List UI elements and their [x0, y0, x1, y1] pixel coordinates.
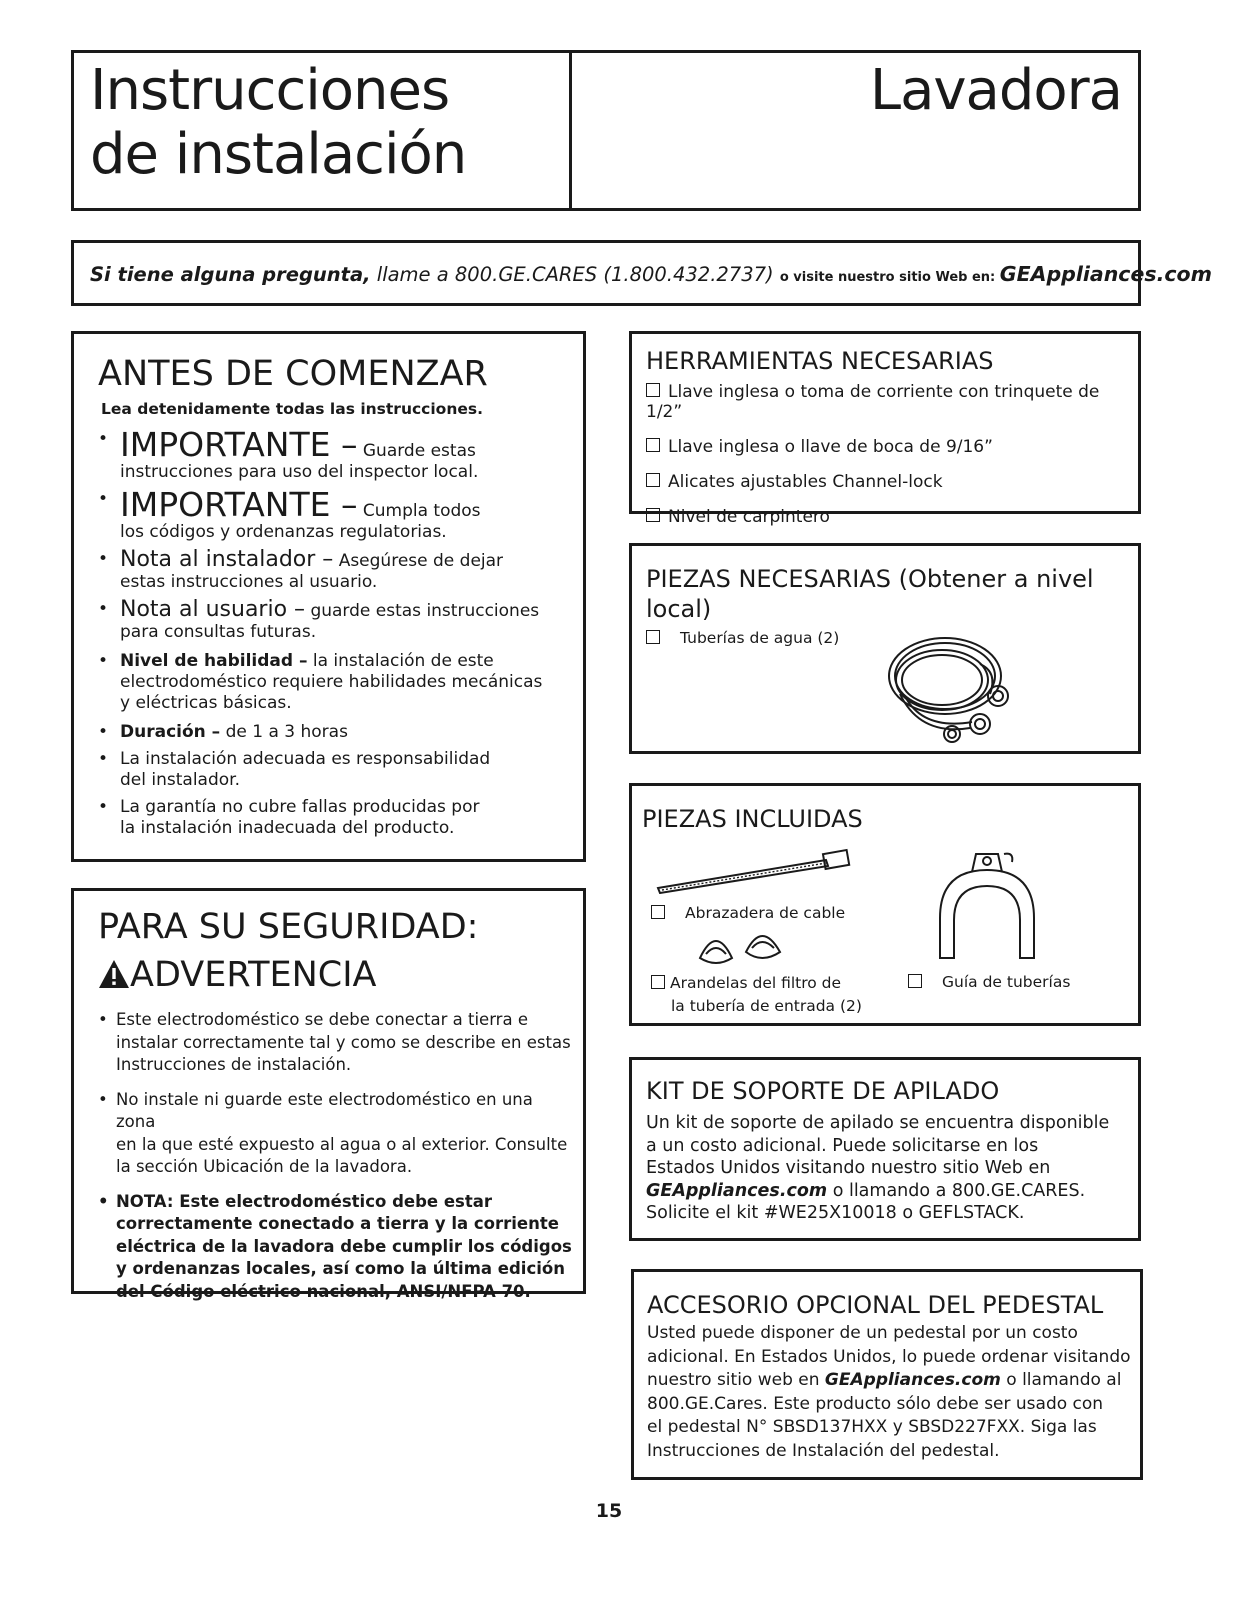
- product-name: Lavadora: [869, 58, 1122, 123]
- parts-included-title: PIEZAS INCLUIDAS: [642, 805, 863, 833]
- list-item: [98, 1089, 575, 1179]
- list-item: [98, 1009, 575, 1077]
- text-line: 800.GE.Cares. Este producto sólo debe ser usado con: [647, 1393, 1104, 1414]
- checkbox-icon: [646, 630, 660, 644]
- item-text: instrucciones para uso del inspector local.: [120, 462, 479, 482]
- header-divider: [569, 53, 572, 208]
- before-you-begin-box: [71, 331, 586, 862]
- item-text: de 1 a 3 horas: [220, 722, 348, 742]
- contact-visit: o visite nuestro sitio Web en:: [779, 270, 1000, 285]
- text-line: o llamando a 800.GE.CARES.: [827, 1180, 1086, 1201]
- tool-item: [646, 507, 1132, 527]
- item-text: Nivel de carpintero: [668, 507, 830, 527]
- text-line: o llamando al: [1000, 1370, 1122, 1390]
- item-text: para consultas futuras.: [120, 622, 317, 642]
- cable-tie-icon: [654, 848, 854, 894]
- header-box: [71, 50, 1141, 211]
- checkbox-icon: [646, 473, 660, 487]
- checkbox-icon: [908, 974, 922, 988]
- tools-title: HERRAMIENTAS NECESARIAS: [646, 347, 994, 375]
- item-text: Llave inglesa o llave de boca de 9/16”: [668, 437, 993, 457]
- checkbox-icon: [651, 975, 665, 989]
- item-text: del Código eléctrico nacional, ANSI/NFPA 70.: [116, 1281, 531, 1301]
- checkbox-icon: [646, 508, 660, 522]
- item-text: la instalación inadecuada del producto.: [120, 818, 455, 838]
- parts-included-box: [629, 783, 1141, 1026]
- water-hoses-icon: [880, 624, 1030, 749]
- tools-list: [646, 382, 1132, 527]
- item-text: Este electrodoméstico se debe conectar a tierra e: [116, 1010, 528, 1029]
- hose-guide-item: [908, 972, 1070, 992]
- warning-label: ADVERTENCIA: [130, 955, 377, 995]
- contact-question: Si tiene alguna pregunta,: [90, 263, 371, 286]
- important-label: IMPORTANTE –: [120, 425, 358, 464]
- contact-line: [90, 260, 1212, 292]
- contact-website[interactable]: GEAppliances.com: [999, 262, 1212, 286]
- text-line: Instrucciones de Instalación del pedestal.: [647, 1440, 1000, 1461]
- item-text: y ordenanzas locales, así como la última edición: [116, 1259, 565, 1278]
- list-item: [98, 749, 573, 791]
- item-text: La instalación adecuada es responsabilidad: [120, 749, 491, 769]
- warning-triangle-icon: [98, 959, 130, 989]
- tool-item: [646, 472, 1132, 492]
- item-text: No instale ni guarde este electrodoméstico en una zona: [116, 1089, 533, 1131]
- item-text: guarde estas instrucciones: [305, 601, 540, 621]
- warning-heading: [98, 955, 575, 995]
- title-line-2: de instalación: [90, 122, 467, 187]
- stacking-kit-title: KIT DE SOPORTE DE APILADO: [646, 1077, 1000, 1105]
- tool-item: [646, 437, 1132, 457]
- list-item: [98, 425, 573, 483]
- page-number: 15: [595, 1500, 623, 1522]
- item-text: Alicates ajustables Channel-lock: [668, 472, 943, 492]
- website-link[interactable]: GEAppliances.com: [646, 1180, 828, 1201]
- item-text: Llave inglesa o toma de corriente con trinquete de 1/2”: [646, 382, 1100, 422]
- document-title: [90, 59, 466, 187]
- checkbox-icon: [646, 438, 660, 452]
- item-text: Tuberías de agua (2): [680, 629, 840, 647]
- item-text: del instalador.: [120, 770, 240, 790]
- cable-tie-item: [651, 903, 845, 923]
- parts-needed-title-1: PIEZAS NECESARIAS (Obtener a nivel: [646, 565, 1094, 593]
- item-text: Asegúrese de dejar: [333, 551, 504, 571]
- list-item: [98, 1191, 575, 1304]
- parts-needed-title-2: local): [646, 595, 712, 623]
- text-line: Solicite el kit #WE25X10018 o GEFLSTACK.: [646, 1203, 1025, 1223]
- item-text: Guarde estas: [357, 441, 476, 461]
- note-label: Nota al instalador –: [120, 547, 334, 572]
- duration-label: Duración –: [120, 722, 221, 742]
- item-text: la instalación de este: [307, 651, 494, 671]
- pedestal-text: [647, 1322, 1136, 1463]
- safety-title: PARA SU SEGURIDAD:: [98, 907, 479, 947]
- list-item: [98, 651, 573, 714]
- pedestal-box: [631, 1269, 1143, 1480]
- safety-box: [71, 888, 586, 1301]
- list-item: [98, 599, 573, 643]
- list-item: [98, 485, 573, 543]
- text-line: Estados Unidos visitando nuestro sitio Web en: [646, 1158, 1051, 1178]
- item-text: eléctrica de la lavadora debe cumplir los códigos: [116, 1236, 572, 1256]
- list-item: [98, 549, 573, 593]
- list-item: [98, 797, 573, 839]
- filter-washers-item: [651, 972, 862, 1018]
- stacking-kit-box: [629, 1057, 1141, 1241]
- item-text: correctamente conectado a tierra y la corriente: [116, 1214, 559, 1233]
- text-line: nuestro sitio web en: [647, 1370, 825, 1390]
- item-text: estas instrucciones al usuario.: [120, 572, 378, 592]
- item-text: Cumpla todos: [357, 501, 481, 521]
- item-text: instalar correctamente tal y como se describe en estas: [116, 1032, 571, 1052]
- website-link[interactable]: GEAppliances.com: [824, 1370, 1001, 1390]
- tools-box: [629, 331, 1141, 527]
- title-line-1: Instrucciones: [90, 58, 450, 123]
- item-text: la tubería de entrada (2): [671, 997, 862, 1015]
- item-text: los códigos y ordenanzas regulatorias.: [120, 522, 447, 542]
- text-line: adicional. En Estados Unidos, lo puede ordenar visitando: [647, 1346, 1131, 1367]
- text-line: a un costo adicional. Puede solicitarse en los: [646, 1135, 1039, 1156]
- before-subtitle: Lea detenidamente todas las instrucciones.: [101, 400, 483, 418]
- item-text: en la que esté expuesto al agua o al exterior. Consulte: [116, 1134, 568, 1154]
- item-text: Abrazadera de cable: [685, 904, 846, 922]
- item-text: electrodoméstico requiere habilidades mecánicas: [120, 672, 543, 692]
- contact-call: llame a 800.GE.CARES (1.800.432.2737): [370, 263, 780, 286]
- text-line: el pedestal N° SBSD137HXX y SBSD227FXX. Siga las: [647, 1417, 1097, 1437]
- item-text: Guía de tuberías: [942, 973, 1071, 991]
- tool-item: [646, 382, 1132, 422]
- item-text: NOTA: Este electrodoméstico debe estar: [116, 1191, 492, 1211]
- note-label: Nota al usuario –: [120, 597, 306, 622]
- parts-needed-box: [629, 543, 1141, 754]
- before-list: [98, 425, 573, 839]
- item-text: La garantía no cubre fallas producidas por: [120, 797, 480, 817]
- filter-washers-icon: [696, 928, 796, 968]
- checkbox-icon: [646, 383, 660, 397]
- list-item: [98, 722, 573, 743]
- item-text: la sección Ubicación de la lavadora.: [116, 1157, 413, 1176]
- safety-list: [98, 1009, 575, 1303]
- skill-label: Nivel de habilidad –: [120, 651, 308, 671]
- item-text: Arandelas del filtro de: [670, 974, 842, 992]
- item-text: Instrucciones de instalación.: [116, 1055, 352, 1074]
- hose-guide-icon: [932, 848, 1042, 968]
- stacking-kit-text: [646, 1112, 1132, 1225]
- text-line: Un kit de soporte de apilado se encuentra disponible: [646, 1113, 1110, 1133]
- pedestal-title: ACCESORIO OPCIONAL DEL PEDESTAL: [647, 1291, 1104, 1319]
- item-text: y eléctricas básicas.: [120, 693, 292, 713]
- contact-bar: [71, 240, 1212, 306]
- text-line: Usted puede disponer de un pedestal por un costo: [647, 1323, 1078, 1343]
- before-title: ANTES DE COMENZAR: [98, 354, 488, 394]
- important-label: IMPORTANTE –: [120, 485, 358, 524]
- checkbox-icon: [651, 905, 665, 919]
